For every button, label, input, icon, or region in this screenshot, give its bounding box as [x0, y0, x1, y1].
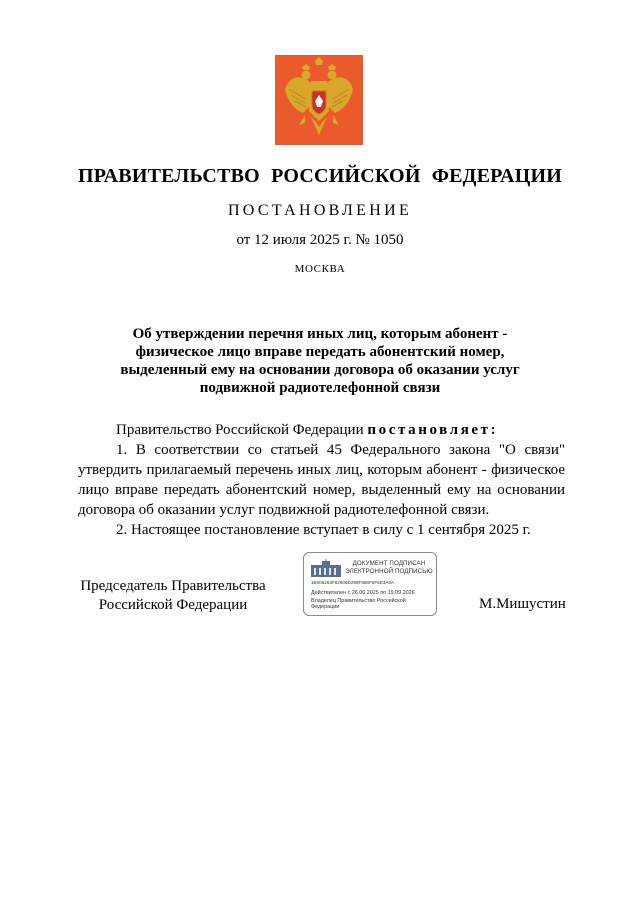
document-city: МОСКВА — [294, 263, 346, 275]
signer-name: М.Мишустин — [479, 596, 566, 612]
signer-position — [74, 577, 272, 615]
double-headed-eagle-icon — [275, 55, 363, 145]
stamp-certificate-serial: 1B005263F62606D298F888F6F6E3A6A — [311, 580, 395, 585]
heading-line: физическое лицо вправе передать абонентский номер, — [135, 344, 505, 360]
paragraph-item-2: 2. Настоящее постановление вступает в силу с 1 сентября 2025 г. — [116, 522, 531, 538]
stamp-title — [344, 560, 434, 576]
signer-position-line: Российской Федерации — [98, 597, 248, 613]
document-heading — [60, 325, 580, 397]
paragraph-item-1: 1. В соответствии со статьей 45 Федерального закона "О связи" утвердить прилагаемый перечень иных лиц, которым абонент - физическое лицо вправе передать абонентский номер, выделенный ему на основании договора об оказании услуг подвижной радиотелефонной связи. — [78, 442, 565, 518]
document-body — [78, 420, 565, 540]
decree-intro-text: Правительство Российской Федерации — [116, 422, 368, 438]
heading-line: выделенный ему на основании договора об оказании услуг — [120, 362, 520, 378]
coat-of-arms-emblem — [275, 55, 363, 145]
document-type: ПОСТАНОВЛЕНИЕ — [227, 202, 413, 219]
decree-word: постановляет: — [367, 422, 499, 438]
government-title: ПРАВИТЕЛЬСТВО РОССИЙСКОЙ ФЕДЕРАЦИИ — [78, 165, 562, 187]
government-building-icon — [311, 559, 341, 577]
heading-line: Об утверждении перечня иных лиц, которым абонент - — [132, 326, 508, 342]
stamp-owner: Владелец Правительство Российской Федерации — [311, 598, 406, 611]
stamp-validity: Действителен с 26.06.2025 по 19.09.2026 — [311, 590, 415, 596]
heading-line: подвижной радиотелефонной связи — [199, 380, 441, 396]
stamp-title-line: ЭЛЕКТРОННОЙ ПОДПИСЬЮ — [345, 568, 433, 575]
decree-intro — [78, 420, 565, 440]
electronic-signature-stamp — [303, 552, 437, 616]
document-date-number: от 12 июля 2025 г. № 1050 — [236, 232, 404, 248]
signer-position-line: Председатель Правительства — [80, 578, 266, 594]
stamp-title-line: ДОКУМЕНТ ПОДПИСАН — [352, 560, 426, 567]
